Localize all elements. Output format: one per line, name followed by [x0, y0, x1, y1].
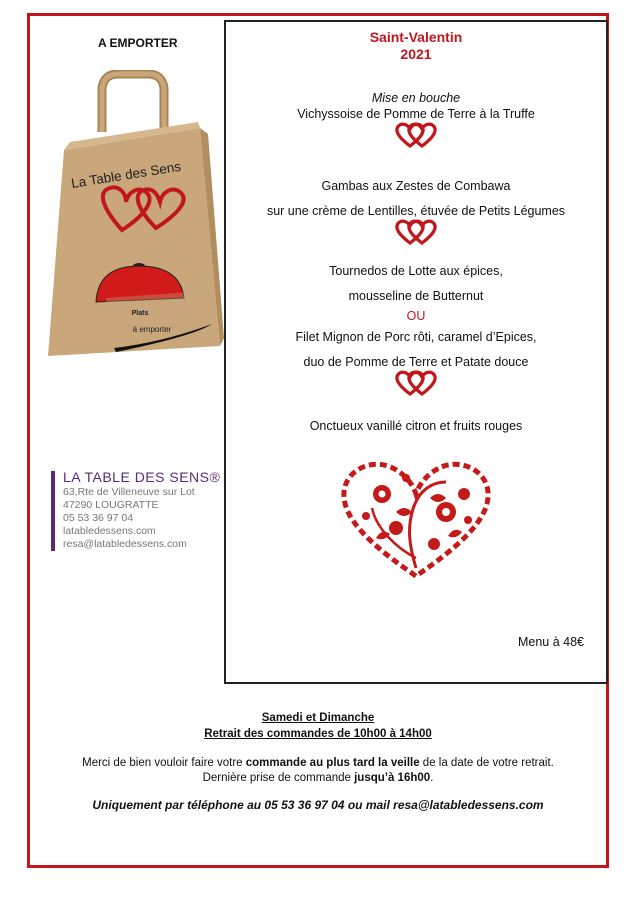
order-2a: Dernière prise de commande	[202, 772, 355, 784]
pickup-text: Retrait des commandes de 10h00 à 14h00	[204, 728, 432, 740]
contact-block	[51, 471, 220, 551]
contact-address: 63,Rte de Villeneuve sur Lot	[63, 486, 195, 498]
contact-city: 47290 LOUGRATTE	[63, 499, 159, 511]
order-instruction-2	[30, 772, 606, 784]
course2-line1: Gambas aux Zestes de Combawa	[321, 179, 511, 193]
order-1a: Merci de bien vouloir faire votre	[82, 757, 246, 769]
days-line	[30, 712, 606, 724]
bag-dish-label-2: à emporter	[132, 325, 172, 334]
course2-line2: sur une crème de Lentilles, étuvée de Petits Légumes	[266, 204, 566, 218]
order-1b: commande au plus tard la veille	[245, 757, 420, 769]
order-instruction-1	[30, 757, 606, 769]
menu-price: Menu à 48€	[517, 635, 584, 649]
order-1c: de la date de votre retrait.	[419, 757, 554, 769]
order-2c: .	[430, 772, 434, 784]
menu-title: Saint-Valentin	[369, 29, 463, 45]
course1-dish: Vichyssoise de Pomme de Terre à la Truffe	[297, 107, 535, 121]
course3-line2: mousseline de Butternut	[348, 289, 484, 303]
menu-year: 2021	[400, 46, 432, 62]
course3-line3: Filet Mignon de Porc rôti, caramel d’Epices,	[295, 330, 537, 344]
bag-brand-text: La Table des Sens	[70, 158, 182, 191]
order-2b: jusqu’à 16h00	[354, 772, 431, 784]
double-heart-icon	[392, 370, 440, 396]
bag-dish-label-1: Plats	[131, 310, 149, 317]
days-text: Samedi et Dimanche	[261, 712, 375, 724]
floral-heart-icon	[336, 458, 496, 578]
double-heart-icon	[392, 219, 440, 245]
dessert: Onctueux vanillé citron et fruits rouges	[309, 419, 523, 433]
paper-bag-illustration	[44, 70, 224, 378]
contact-email[interactable]: resa@latabledessens.com	[63, 538, 187, 550]
course3-line1: Tournedos de Lotte aux épices,	[329, 264, 503, 278]
or-separator: OU	[406, 309, 426, 323]
course1-label: Mise en bouche	[371, 91, 461, 105]
course3-line4: duo de Pomme de Terre et Patate douce	[303, 355, 529, 369]
pickup-line	[30, 728, 606, 740]
contact-phone: 05 53 36 97 04	[63, 512, 134, 524]
contact-line-text: Uniquement par téléphone au 05 53 36 97 04 ou mail resa@latabledessens.com	[92, 798, 544, 812]
contact-brand: LA TABLE DES SENS®	[63, 469, 221, 485]
contact-line	[30, 798, 606, 812]
takeaway-label: A EMPORTER	[98, 36, 178, 50]
double-heart-icon	[392, 122, 440, 148]
menu-box	[224, 20, 608, 684]
contact-website[interactable]: latabledessens.com	[63, 525, 156, 537]
